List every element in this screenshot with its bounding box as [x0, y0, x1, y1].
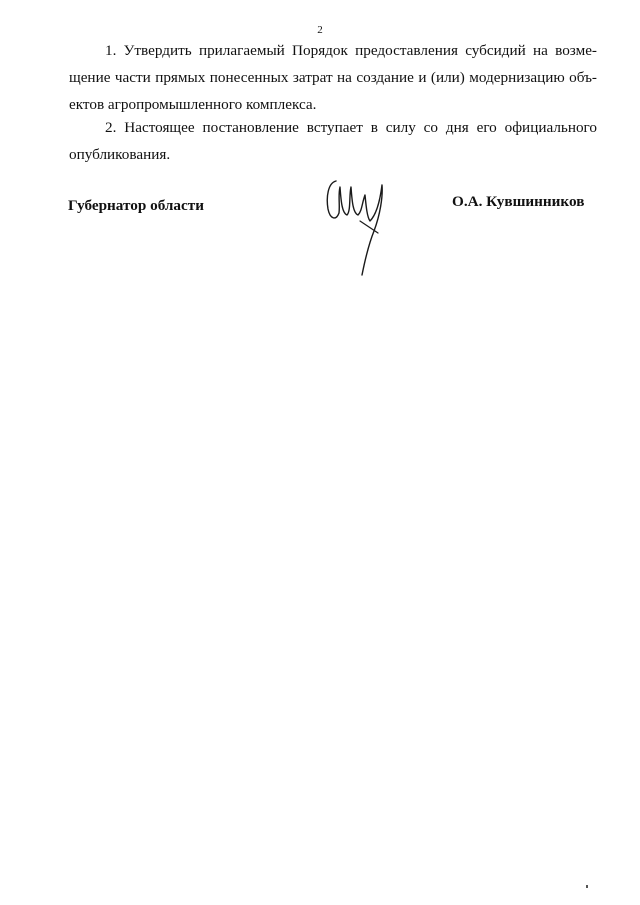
paragraph-line: 2. Настоящее постановление вступает в силу со дня его официального — [105, 119, 597, 136]
paragraph-line: ектов агропромышленного комплекса. — [69, 96, 317, 113]
handwritten-signature — [322, 175, 394, 279]
paragraph-line: щение части прямых понесенных затрат на создание и (или) модернизацию объ- — [69, 69, 597, 86]
paragraph-approve-procedure — [69, 37, 597, 118]
paragraph-effective-date — [69, 114, 597, 168]
signatory-position-title: Губернатор области — [68, 197, 204, 214]
signatory-name: О.А. Кувшинников — [452, 193, 585, 210]
scan-speck — [586, 885, 588, 888]
paragraph-line: 1. Утвердить прилагаемый Порядок предоставления субсидий на возме- — [105, 42, 597, 59]
page-number: 2 — [317, 24, 323, 36]
paragraph-line: опубликования. — [69, 146, 171, 163]
